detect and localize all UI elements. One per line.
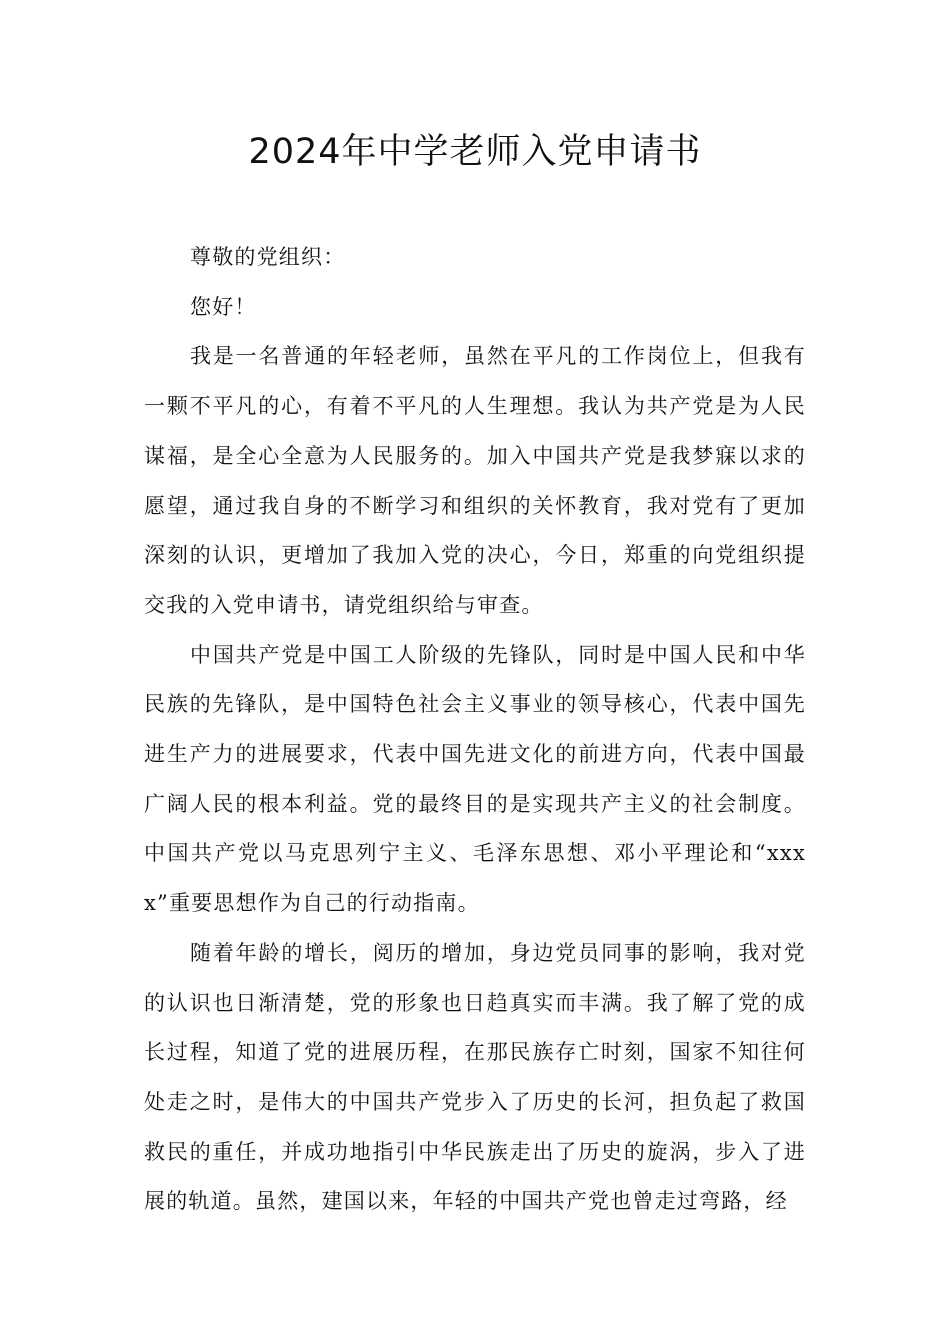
document-title: 2024年中学老师入党申请书 xyxy=(248,132,702,172)
paragraph-3: 随着年龄的增长，阅历的增加，身边党员同事的影响，我对党的认识也日渐清楚，党的形象也日趋真实而丰满。我了解了党的成长过程，知道了党的进展历程，在那民族存亡时刻，国家不知往何处走之时，是伟大的中国共产党步入了历史的长河，担负起了救国救民的重任，并成功地指引中华民族走出了历史的旋涡，步入了进展的轨道。虽然，建国以来，年轻的中国共产党也曾走过弯路，经 xyxy=(144,940,806,1214)
salutation: 尊敬的党组织： xyxy=(190,245,346,269)
paragraph-2: 中国共产党是中国工人阶级的先锋队，同时是中国人民和中华民族的先锋队，是中国特色社会主义事业的领导核心，代表中国先进生产力的进展要求，代表中国先进文化的前进方向，代表中国最广阔人民的根本利益。党的最终目的是实现共产主义的社会制度。中国共产党以马克思列宁主义、毛泽东思想、邓小平理论和“xxxx”重要思想作为自己的行动指南。 xyxy=(144,642,806,916)
document-body xyxy=(144,233,806,1227)
paragraph-1: 我是一名普通的年轻老师，虽然在平凡的工作岗位上，但我有一颗不平凡的心，有着不平凡的人生理想。我认为共产党是为人民谋福，是全心全意为人民服务的。加入中国共产党是我梦寐以求的愿望，通过我自身的不断学习和组织的关怀教育，我对党有了更加深刻的认识，更增加了我加入党的决心，今日，郑重的向党组织提交我的入党申请书，请党组织给与审查。 xyxy=(144,344,806,617)
greeting: 您好！ xyxy=(190,294,257,319)
